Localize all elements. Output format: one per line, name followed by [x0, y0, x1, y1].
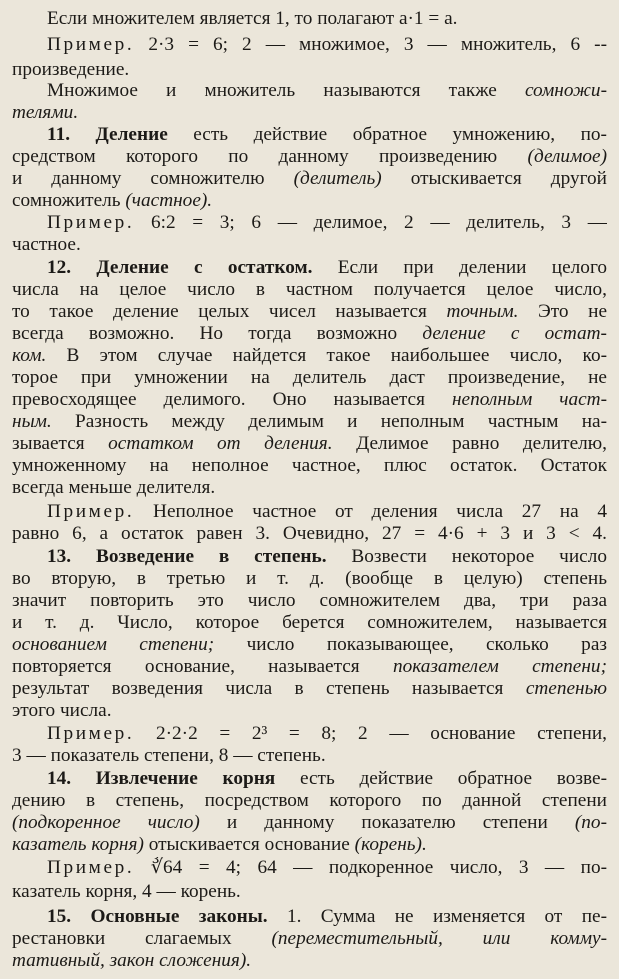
radical-expression: ∛64 [134, 857, 183, 878]
text-line: и данному сомножителю (делитель) отыскивается другой [12, 168, 607, 189]
text-line: (подкоренное число) и данному показателю степени (по- [12, 812, 607, 833]
section-heading-line: 15. Основные законы. 1. Сумма не изменяется от пе- [47, 906, 607, 927]
section-heading: 12. Деление с остатком. [47, 257, 313, 278]
text-line: Если множителем является 1, то полагают a·1 = a. [47, 8, 458, 29]
text-line: частное. [12, 234, 81, 255]
section-heading: 11. Деление [47, 124, 168, 145]
text-line: произведение. [12, 59, 130, 80]
text-line: превосходящее делимого. Оно называется неполным част- [12, 389, 607, 410]
example-line: Пример. 2·3 = 6; 2 — множимое, 3 — множитель, 6 -- [47, 34, 607, 55]
text-line: всегда меньше делителя. [12, 477, 216, 498]
section-heading: 13. Возведение в степень. [47, 546, 327, 567]
text-line: сомножитель (частное). [12, 190, 213, 211]
section-heading-line: 14. Извлечение корня есть действие обратное возве- [47, 768, 607, 789]
term: телями. [12, 102, 79, 123]
text-line [12, 102, 607, 126]
example-line: Пример. Неполное частное от деления числа 27 на 4 [47, 501, 607, 522]
text-line: основанием степени; число показывающее, сколько раз [12, 634, 607, 655]
section-heading-line: 11. Деление есть действие обратное умножению, по- [47, 124, 607, 145]
example-label: Пример. [47, 34, 135, 55]
text-line: этого числа. [12, 700, 112, 721]
text-line: то такое деление целых чисел называется точным. Это не [12, 301, 607, 322]
section-heading-line: 12. Деление с остатком. Если при делении целого [47, 257, 607, 278]
text-line: средством которого по данному произведению (делимое) [12, 146, 607, 167]
text-line: во вторую, в третью и т. д. (вообще в целую) степень [12, 568, 607, 589]
text-line: и т. д. Число, которое берется сомножителем, называется [12, 612, 607, 633]
section-heading-line: 13. Возведение в степень. Возвести некоторое число [47, 546, 607, 567]
text-line: ком. В этом случае найдется такое наибольшее число, ко- [12, 345, 607, 366]
example-line: Пример. 2·2·2 = 2³ = 8; 2 — основание степени, [47, 723, 607, 744]
text-line: числа на целое число в частном получается целое число, [12, 279, 607, 300]
text-line: казатель корня, 4 — корень. [12, 881, 241, 902]
example-label: Пример. [47, 857, 135, 878]
example-line: Пример. 6:2 = 3; 6 — делимое, 2 — делитель, 3 — [47, 212, 607, 233]
text-line: равно 6, а остаток равен 3. Очевидно, 27 = 4·6 + 3 и 3 < 4. [12, 523, 607, 544]
text-line: Множимое и множитель называются также сомножи- [47, 80, 607, 101]
text-line: тативный, закон сложения). [12, 950, 252, 971]
text-line: рестановки слагаемых (переместительный, или комму- [12, 928, 607, 949]
example-label: Пример. [47, 723, 135, 744]
section-heading: 14. Извлечение корня [47, 768, 276, 789]
text-line: результат возведения числа в степень называется степенью [12, 678, 607, 699]
text-line: значит повторить это число сомножителем два, три раза [12, 590, 607, 611]
example-line: Пример. ∛64 = 4; 64 — подкоренное число, 3 — по- [47, 857, 607, 878]
text-line: ным. Разность между делимым и неполным частным на- [12, 411, 607, 432]
text-line: умноженному на неполное частное, плюс остаток. Остаток [12, 455, 607, 476]
text-line: всегда возможно. Но тогда возможно деление с остат- [12, 323, 607, 344]
text-line: повторяется основание, называется показателем степени; [12, 656, 607, 677]
text-line: зывается остатком от деления. Делимое равно делителю, [12, 433, 607, 454]
text-line: казатель корня) отыскивается основание (корень). [12, 834, 427, 855]
term: сомножи- [524, 80, 607, 101]
section-heading: 15. Основные законы. [47, 906, 268, 927]
example-label: Пример. [47, 501, 135, 522]
text-line: дению в степень, посредством которого по данной степени [12, 790, 607, 811]
text-line: торое при умножении на делитель даст произведение, не [12, 367, 607, 388]
example-label: Пример. [47, 212, 135, 233]
text-line: 3 — показатель степени, 8 — степень. [12, 745, 326, 766]
